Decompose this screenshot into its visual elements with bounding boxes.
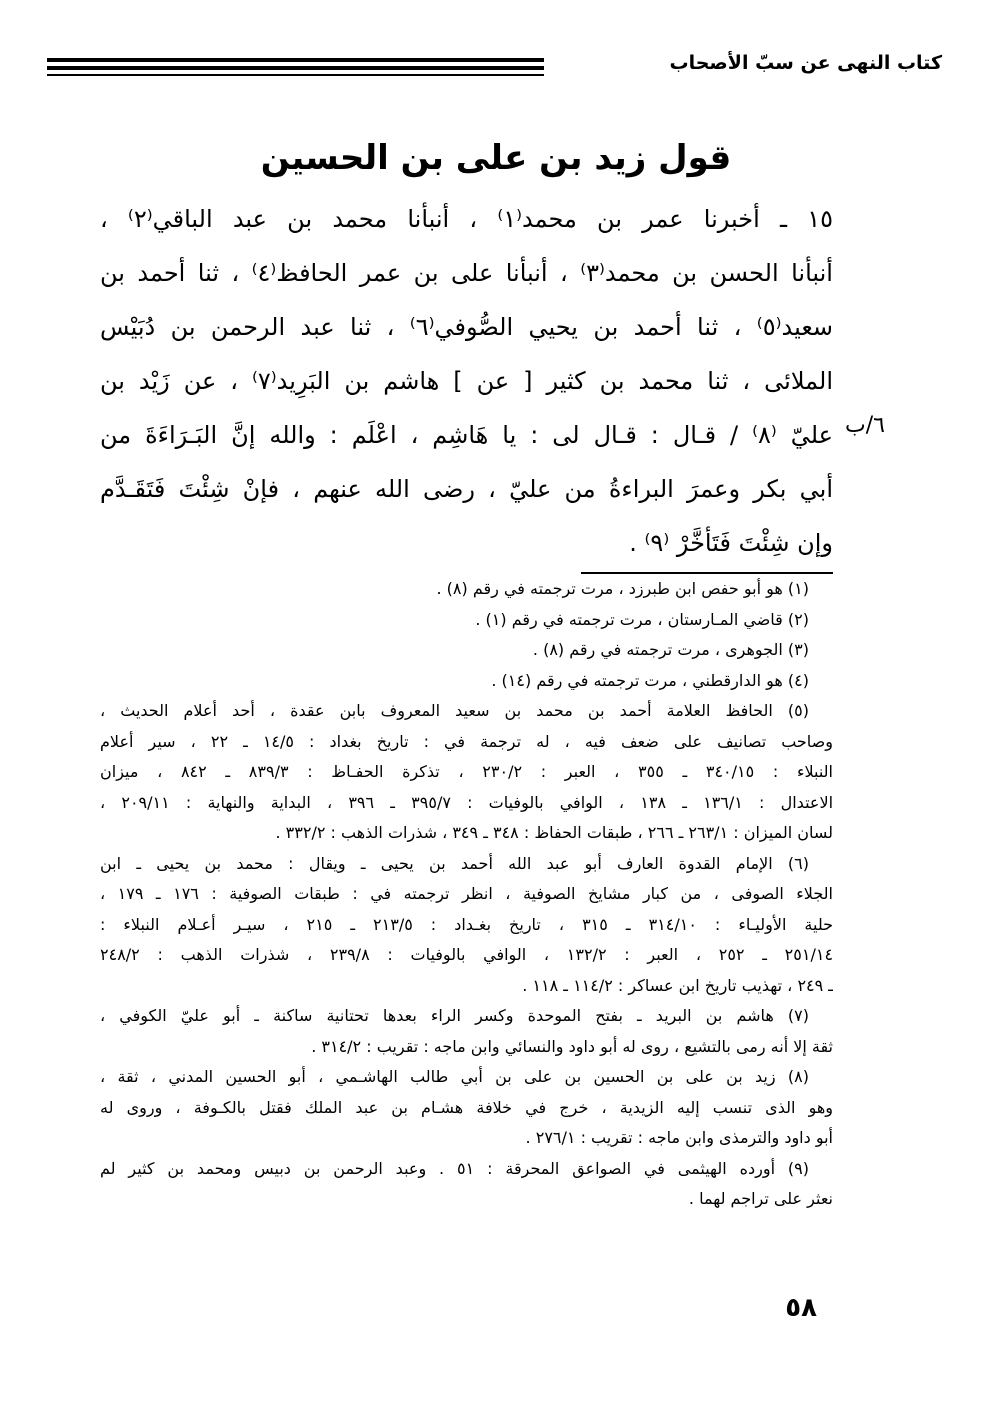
footnote-line: (٤) هو الدارقطني ، مرت ترجمته في رقم (١٤) . bbox=[491, 670, 809, 690]
footnote-line: (٧) هاشم بن البريد ـ بفتح الموحدة وكسر الراء بعدها تحتانية ساكنة ـ أبو عليّ الكوفي ، bbox=[100, 1006, 809, 1025]
footnote-line: (١) هو أبو حفص ابن طبرزد ، مرت ترجمته في رقم (٨) . bbox=[436, 579, 809, 598]
footnote-line: النبلاء : ٣٤٠/١٥ ـ ٣٥٥ ، العبر : ٢٣٠/٢ ، تذكرة الحفـاظ : ٨٣٩/٣ ـ ٨٤٢ ، ميزان bbox=[100, 762, 833, 781]
header-rule bbox=[47, 58, 544, 62]
page-number: ٥٨ bbox=[785, 1293, 817, 1323]
text-line: أنبأنا الحسن بن محمد⁽٣⁾ ، أنبأنا على بن عمر الحافظ⁽٤⁾ ، ثنا أحمد بن bbox=[100, 259, 833, 287]
text-line: عليّ ⁽٨⁾ / قـال : قـال لى : يا هَاشِم ، اعْلَم : والله إنَّ البَـرَاءَةَ من bbox=[100, 421, 833, 449]
footnote-line: (٥) الحافظ العلامة أحمد بن محمد بن سعيد المعروف بابن عقدة ، أحد أعلام الحديث ، bbox=[100, 701, 809, 720]
manuscript-folio-note: ٦/ب bbox=[845, 413, 885, 438]
footnote-line: نعثر على تراجم لهما . bbox=[688, 1189, 833, 1208]
header-rule bbox=[47, 74, 544, 76]
footnote-line: وصاحب تصانيف على ضعف فيه ، له ترجمة في : تاريخ بغداد : ١٤/٥ ـ ٢٢ ، سير أعلام bbox=[100, 731, 833, 751]
text-line: الملائى ، ثنا محمد بن كثير [ عن ] هاشم بن البَرِيد⁽٧⁾ ، عن زَيْد بن bbox=[100, 367, 833, 395]
footnotes bbox=[100, 574, 833, 1215]
footnote-line: حلية الأوليـاء : ٣١٤/١٠ ـ ٣١٥ ، تاريخ بغـداد : ٢١٣/٥ ـ ٢١٥ ، سيـر أعـلام النبلاء : bbox=[100, 914, 833, 934]
footnote-line: (٩) أورده الهيثمى في الصواعق المحرقة : ٥١ . وعبد الرحمن بن دبيس ومحمد بن كثير لم bbox=[100, 1158, 810, 1178]
header-rule bbox=[47, 66, 544, 70]
text-line: وإن شِئْتَ فَتَأخَّرْ ⁽٩⁾ . bbox=[629, 529, 833, 557]
footnote-line: الجلاء الصوفى ، من كبار مشايخ الصوفية ، انظر ترجمته في : طبقات الصوفية : ١٧٦ ـ ١٧٩ ، bbox=[100, 884, 833, 903]
footnote-line: أبو داود والترمذى وابن ماجه : تقريب : ٢٧٦/١ . bbox=[525, 1128, 833, 1147]
text-line: سعيد⁽٥⁾ ، ثنا أحمد بن يحيي الصُّوفي⁽٦⁾ ، ثنا عبد الرحمن بن دُبَيْس bbox=[100, 313, 833, 341]
footnote-line: ثقة إلا أنه رمى بالتشيع ، روى له أبو داود والنسائي وابن ماجه : تقريب : ٣١٤/٢ . bbox=[311, 1036, 833, 1056]
text-line: أبي بكر وعمرَ البراءةُ من عليّ ، رضى الله عنهم ، فإنْ شِئْتَ فَتَقَـدَّم bbox=[100, 475, 833, 503]
footnote-line: الاعتدال : ١٣٦/١ ـ ١٣٨ ، الوافي بالوفيات : ٣٩٥/٧ ـ ٣٩٦ ، البداية والنهاية : ٢٠٩/١١ ، bbox=[100, 792, 833, 812]
footnote-line: (٢) قاضي المـارستان ، مرت ترجمته في رقم (١) . bbox=[475, 609, 809, 629]
chapter-heading: قول زيد بن على بن الحسين bbox=[260, 138, 732, 178]
footnote-line: وهو الذى تنسب إليه الزيدية ، خرج في خلافة هشـام بن عبد الملك فقتل بالكـوفة ، وروى له bbox=[100, 1097, 833, 1117]
footnote-line: (٨) زيد بن على بن الحسين بن على بن أبي طالب الهاشـمي ، أبو الحسين المدني ، ثقة ، bbox=[100, 1067, 809, 1086]
footnote-line: لسان الميزان : ٢٦٣/١ ـ ٢٦٦ ، طبقات الحفاظ : ٣٤٨ ـ ٣٤٩ ، شذرات الذهب : ٣٣٢/٢ . bbox=[275, 823, 833, 842]
footnote-line: (٣) الجوهرى ، مرت ترجمته في رقم (٨) . bbox=[532, 640, 809, 659]
text-line: ١٥ ـ أخبرنا عمر بن محمد⁽١⁾ ، أنبأنا محمد بن عبد الباقي⁽٢⁾ ، bbox=[100, 205, 833, 233]
footnote-line: ـ ٢٤٩ ، تهذيب تاريخ ابن عساكر : ١١٤/٢ ـ ١١٨ . bbox=[522, 975, 833, 995]
footnote-line: (٦) الإمام القدوة العارف أبو عبد الله أحمد بن يحيى ـ ويقال : محمد بن يحيى ـ ابن bbox=[100, 853, 809, 873]
footnote-line: ٢٥١/١٤ ـ ٢٥٢ ، العبر : ١٣٢/٢ ، الوافي بالوفيات : ٢٣٩/٨ ، شذرات الذهب : ٢٤٨/٢ bbox=[100, 945, 833, 964]
running-header bbox=[47, 50, 942, 82]
main-text bbox=[100, 192, 833, 570]
running-title: كتاب النهى عن سبّ الأصحاب bbox=[669, 52, 942, 74]
